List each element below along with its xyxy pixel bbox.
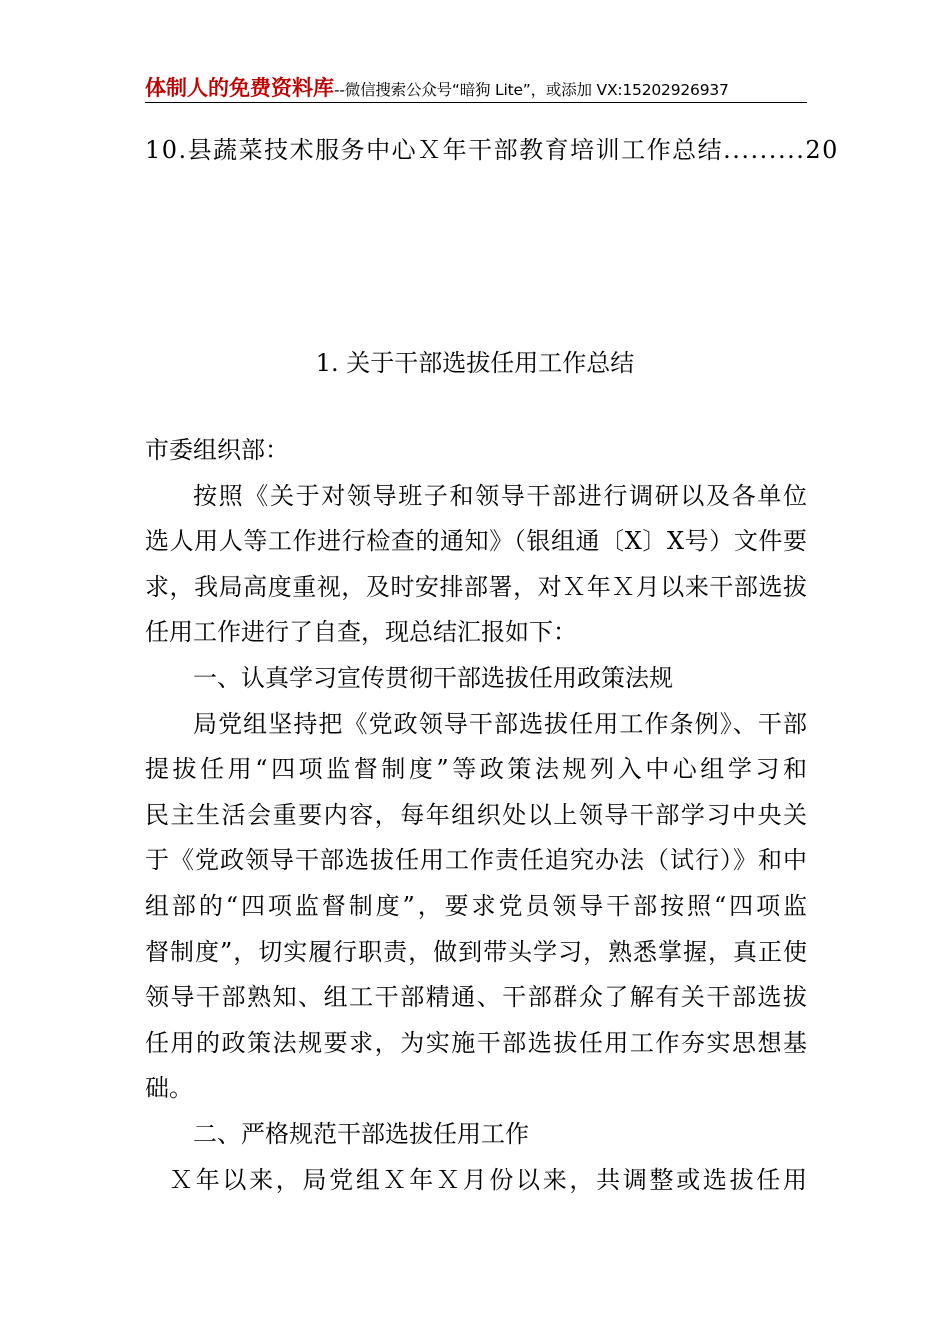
header-contact-note: --微信搜索公众号“暗狗 Lite”，或添加 VX:15202926937 [334, 81, 729, 99]
section-heading-2: 二、严格规范干部选拔任用工作 [193, 1119, 529, 1148]
body-line-2: 选人用人等工作进行检查的通知》（银组通〔X〕X号）文件要 [145, 527, 807, 556]
body-line-7: 提拔任用“四项监督制度”等政策法规列入中心组学习和 [145, 755, 807, 784]
body-line-11: 督制度”，切实履行职责，做到带头学习，熟悉掌握，真正使 [145, 937, 807, 966]
document-title: 1. 关于干部选拔任用工作总结 [315, 349, 635, 377]
document-body [145, 428, 807, 1203]
page-header [145, 72, 807, 103]
body-line-1: 按照《关于对领导班子和领导干部进行调研以及各单位 [193, 481, 807, 510]
body-line-3: 求，我局高度重视，及时安排部署，对Ｘ年Ｘ月以来干部选拔 [145, 572, 807, 601]
body-line-4: 任用工作进行了自查，现总结汇报如下： [145, 618, 577, 647]
body-line-13: 任用的政策法规要求，为实施干部选拔任用工作夯实思想基 [145, 1028, 807, 1057]
body-line-16: Ｘ年以来，局党组Ｘ年Ｘ月份以来，共调整或选拔任用 [169, 1165, 807, 1194]
salutation: 市委组织部： [145, 436, 289, 464]
section-heading-1: 一、认真学习宣传贯彻干部选拔任用政策法规 [193, 663, 673, 692]
body-line-6: 局党组坚持把《党政领导干部选拔任用工作条例》、干部 [193, 709, 807, 738]
toc-entry: 10.县蔬菜技术服务中心Ｘ年干部教育培训工作总结.........20 [145, 136, 839, 164]
body-line-14: 础。 [145, 1074, 193, 1103]
body-line-10: 组部的“四项监督制度”，要求党员领导干部按照“四项监 [145, 891, 807, 920]
header-brand: 体制人的免费资料库 [145, 76, 334, 100]
body-line-9: 于《党政领导干部选拔任用工作责任追究办法（试行）》和中 [145, 846, 807, 875]
body-line-8: 民主生活会重要内容，每年组织处以上领导干部学习中央关 [145, 800, 807, 829]
body-line-12: 领导干部熟知、组工干部精通、干部群众了解有关干部选拔 [145, 983, 807, 1012]
